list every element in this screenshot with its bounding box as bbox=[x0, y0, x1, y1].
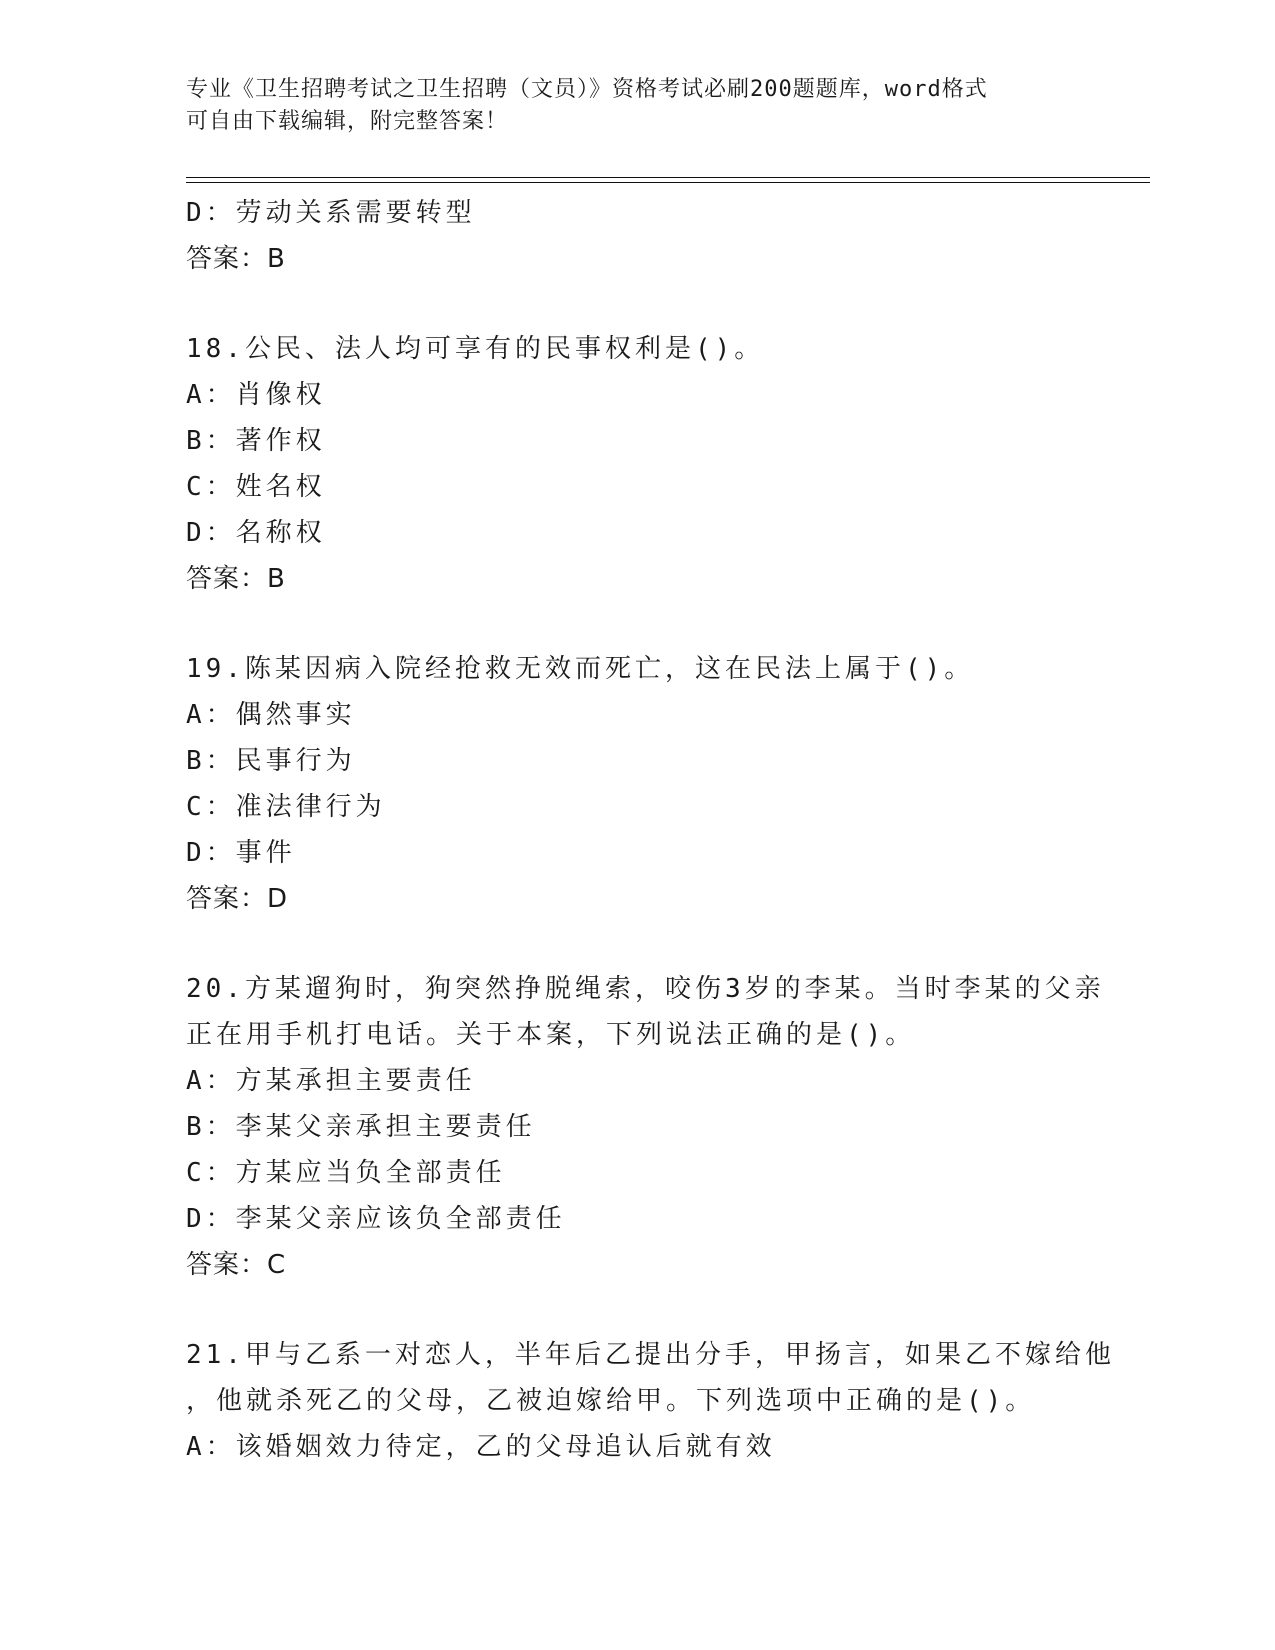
question-17-tail bbox=[186, 190, 1086, 282]
option-a: A：方某承担主要责任 bbox=[186, 1066, 476, 1096]
answer: 答案：B bbox=[186, 564, 286, 594]
option-d: D：事件 bbox=[186, 838, 296, 868]
question-stem: 18.公民、法人均可享有的民事权利是()。 bbox=[186, 334, 765, 364]
question-stem-line-1: 20.方某遛狗时，狗突然挣脱绳索，咬伤3岁的李某。当时李某的父亲 bbox=[186, 974, 1105, 1004]
question-19 bbox=[186, 646, 1086, 922]
question-stem-line-2: 正在用手机打电话。关于本案，下列说法正确的是()。 bbox=[186, 1020, 916, 1050]
question-18 bbox=[186, 326, 1086, 602]
document-header bbox=[186, 74, 1086, 138]
question-21 bbox=[186, 1332, 1115, 1470]
question-20 bbox=[186, 966, 1105, 1288]
answer: 答案：C bbox=[186, 1250, 287, 1280]
option-d: D：名称权 bbox=[186, 518, 326, 548]
option-b: B：民事行为 bbox=[186, 746, 356, 776]
answer: 答案：D bbox=[186, 884, 289, 914]
question-list bbox=[186, 190, 1115, 1470]
option-c: C：准法律行为 bbox=[186, 792, 386, 822]
question-stem-line-2: ，他就杀死乙的父母，乙被迫嫁给甲。下列选项中正确的是()。 bbox=[186, 1386, 1036, 1416]
header-line-2: 可自由下载编辑，附完整答案！ bbox=[186, 109, 509, 134]
option-a: A：肖像权 bbox=[186, 380, 326, 410]
question-stem-line-1: 21.甲与乙系一对恋人，半年后乙提出分手，甲扬言，如果乙不嫁给他 bbox=[186, 1340, 1115, 1370]
option-b: B：著作权 bbox=[186, 426, 326, 456]
option-c: C：姓名权 bbox=[186, 472, 326, 502]
option-c: C：方某应当负全部责任 bbox=[186, 1158, 506, 1188]
header-divider-top bbox=[186, 177, 1150, 178]
option-b: B：李某父亲承担主要责任 bbox=[186, 1112, 536, 1142]
option-d: D：李某父亲应该负全部责任 bbox=[186, 1204, 566, 1234]
answer: 答案：B bbox=[186, 244, 286, 274]
option-d: D：劳动关系需要转型 bbox=[186, 198, 476, 228]
question-stem: 19.陈某因病入院经抢救无效而死亡，这在民法上属于()。 bbox=[186, 654, 975, 684]
option-a: A：该婚姻效力待定，乙的父母追认后就有效 bbox=[186, 1432, 776, 1462]
header-divider-bottom bbox=[186, 182, 1150, 183]
header-line-1: 专业《卫生招聘考试之卫生招聘（文员）》资格考试必刷200题题库，word格式 bbox=[186, 77, 988, 102]
option-a: A：偶然事实 bbox=[186, 700, 356, 730]
